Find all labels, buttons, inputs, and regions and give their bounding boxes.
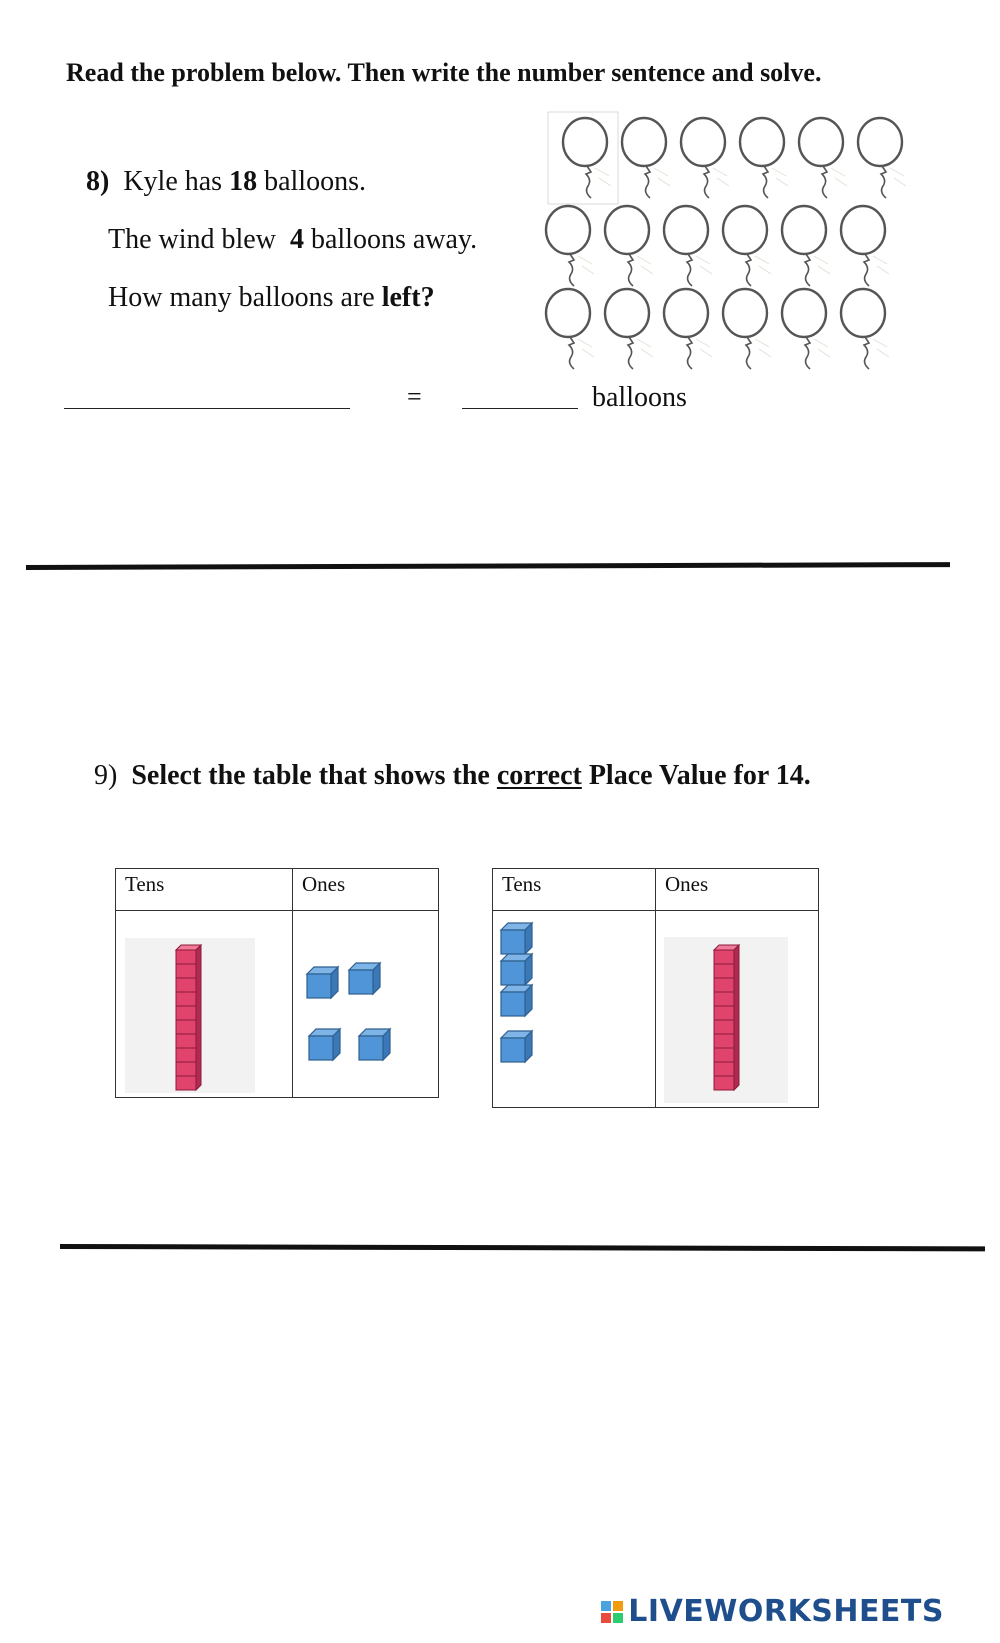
balloon [858,118,906,198]
problem-9-emphasis: correct [496,760,582,791]
tens-cell [493,911,656,1108]
problem-8-line-2 [108,224,477,256]
number-sentence-blank[interactable] [64,408,350,409]
problem-9-number: 9) [94,760,118,791]
section-divider [60,1244,985,1251]
balloon-total: 18 [229,166,258,197]
unit-cube [349,963,380,994]
problem-8-text: The wind blew [108,224,276,255]
place-value-table-b[interactable] [492,868,819,1108]
problem-8-text: balloons away. [310,224,478,255]
balloon [841,289,889,369]
ones-cell [293,911,439,1098]
equals-sign: = [407,382,422,411]
ones-cell [656,911,819,1108]
tens-header: Tens [116,869,293,911]
ten-rod [714,945,739,1090]
balloons-illustration [540,108,940,378]
problem-8-line-1 [86,166,366,198]
tens-cubes [493,911,655,1107]
ones-cubes [293,911,438,1097]
problem-8-number: 8) [86,166,110,197]
balloon [740,118,788,198]
liveworksheets-logo-icon [601,1601,623,1623]
watermark-text: LIVEWORKSHEETS [628,1594,944,1629]
balloon [723,206,771,286]
ten-rod [176,945,201,1090]
balloon [664,206,712,286]
balloon [664,289,712,369]
unit-cube [307,967,338,998]
unit-cube [359,1029,390,1060]
unit-cube [501,1031,532,1062]
answer-unit: balloons [592,382,687,413]
unit-cube [309,1029,340,1060]
unit-cube [501,923,532,954]
instructions: Read the problem below. Then write the number sentence and solve. [66,58,822,87]
ones-rod [656,911,818,1107]
answer-blank[interactable] [462,408,578,409]
ones-header: Ones [656,869,819,911]
balloon [782,289,830,369]
unit-cube [501,954,532,985]
ones-header: Ones [293,869,439,911]
balloons-blown-away: 4 [289,224,304,255]
tens-cell [116,911,293,1098]
balloon [605,206,653,286]
balloon [782,206,830,286]
balloon [546,206,594,286]
balloon [799,118,847,198]
problem-9-text: Select the table that shows the [131,760,490,791]
balloon [681,118,729,198]
balloon [723,289,771,369]
unit-cube [501,985,532,1016]
problem-8-text: How many balloons are [108,282,375,313]
tens-rod [116,911,292,1097]
tens-header: Tens [493,869,656,911]
section-divider [26,562,950,570]
place-value-table-a[interactable] [115,868,439,1098]
balloon [622,118,670,198]
liveworksheets-watermark [601,1594,944,1629]
problem-8-line-3 [108,282,435,314]
balloon [841,206,889,286]
balloon [546,289,594,369]
problem-9-prompt [94,760,811,792]
balloon [563,118,611,198]
problem-8-text: Kyle has [123,166,223,197]
problem-9-text: Place Value for 14. [588,760,811,791]
balloon [605,289,653,369]
image-frame [548,112,618,204]
problem-8-question: left? [381,282,435,313]
problem-8-text: balloons. [264,166,366,197]
